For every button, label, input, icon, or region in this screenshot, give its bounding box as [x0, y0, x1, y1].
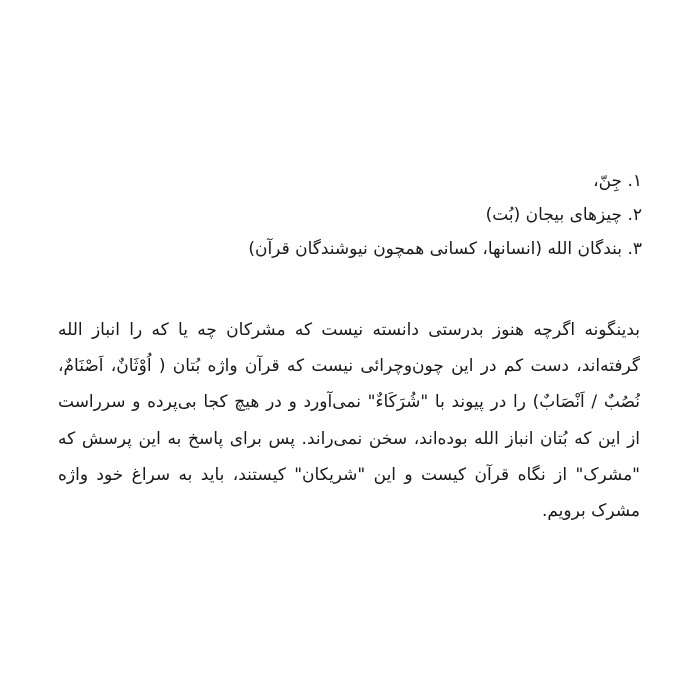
paragraph-line: "مشرک" از نگاه قرآن کیست و این "شریکان" کیستند، باید به سراغ خود واژه: [58, 464, 640, 485]
list-item-number: ۱.: [627, 171, 642, 191]
paragraph-line: نُصُبٌ / اَنْصَابٌ) را در پیوند با "شُرَکَاءٌ" نمی‌آورد و در هیچ کجا بی‌پرده و سرراست: [58, 392, 640, 413]
paragraph-line: بدینگونه اگرچه هنوز بدرستی دانسته نیست که مشرکان چه یا که را انباز الله: [58, 320, 640, 340]
list-item-number: ۳.: [627, 239, 642, 259]
paragraph-line: گرفته‌اند، دست کم در این چون‌وچرائی نیست که قرآن واژه بُتان ( اُوْثَانٌ، اَصْنَامٌ،: [58, 356, 640, 377]
list-item-text: چیزهای بیجان (بُت): [485, 205, 623, 225]
numbered-list: [82, 164, 642, 266]
list-item-text: جِنّ،: [593, 171, 623, 191]
list-item: [82, 232, 642, 266]
list-item: [82, 198, 642, 232]
paragraph-line: مشرک برویم.: [541, 500, 640, 521]
list-item-number: ۲.: [627, 205, 642, 225]
list-item: [82, 164, 642, 198]
list-item-text: بندگان الله (انسانها، کسانی همچون نیوشندگان قرآن): [248, 239, 623, 259]
paragraph-line: از این که بُتان انباز الله بوده‌اند، سخن نمی‌راند. پس برای پاسخ به این پرسش که: [58, 428, 640, 449]
body-paragraph: [58, 312, 640, 529]
